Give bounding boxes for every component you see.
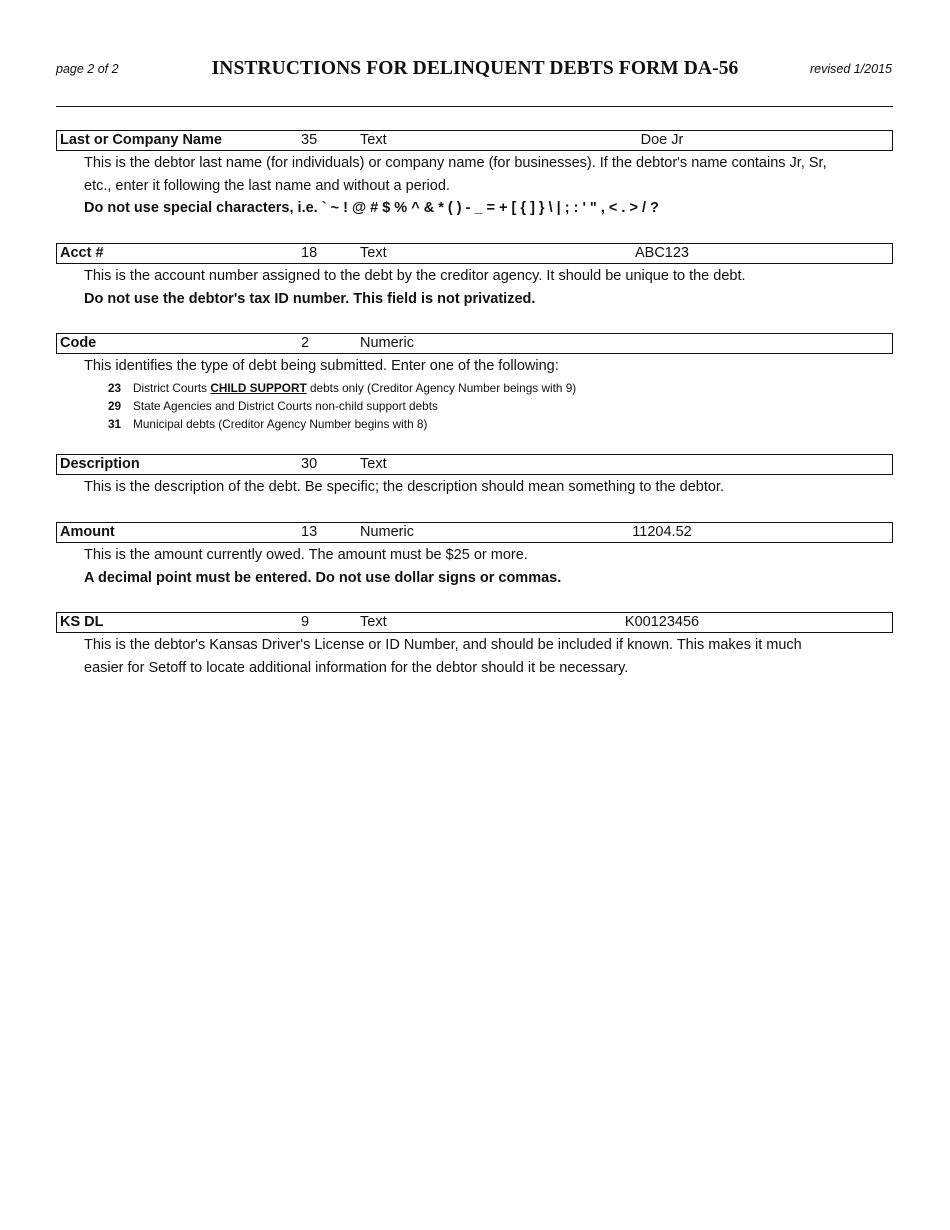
field-length: 35 bbox=[301, 132, 318, 148]
field-bar bbox=[56, 243, 893, 264]
code-text: debts only (Creditor Agency Number beings with 9) bbox=[306, 380, 577, 395]
code-emphasis: CHILD SUPPORT bbox=[210, 380, 307, 395]
field-last-name bbox=[56, 130, 893, 220]
page-title: INSTRUCTIONS FOR DELINQUENT DEBTS FORM DA-56 bbox=[211, 58, 739, 79]
field-length: 18 bbox=[301, 245, 318, 261]
field-type: Numeric bbox=[360, 335, 414, 351]
description-line: This is the debtor's Kansas Driver's License or ID Number, and should be included if known. This makes it much bbox=[84, 637, 802, 653]
field-note: A decimal point must be entered. Do not use dollar signs or commas. bbox=[84, 569, 562, 586]
code-text: State Agencies and District Courts non-child support debts bbox=[133, 398, 438, 413]
revision-date: revised 1/2015 bbox=[809, 62, 892, 76]
header-divider bbox=[56, 106, 893, 107]
field-bar bbox=[56, 522, 893, 543]
field-description bbox=[84, 634, 893, 679]
description-line: This is the account number assigned to the debt by the creditor agency. It should be unique to the debt. bbox=[84, 268, 746, 284]
field-name: Description bbox=[60, 456, 140, 472]
field-length: 2 bbox=[301, 335, 310, 351]
field-ks-dl bbox=[56, 612, 893, 679]
code-option bbox=[84, 415, 893, 433]
code-options-list bbox=[84, 379, 893, 433]
description-line: This is the description of the debt. Be specific; the description should mean something to the debtor. bbox=[84, 479, 724, 495]
field-length: 9 bbox=[301, 614, 310, 630]
code-number: 23 bbox=[108, 380, 122, 395]
field-description bbox=[84, 265, 893, 310]
code-option bbox=[84, 379, 893, 397]
field-description bbox=[84, 152, 893, 220]
field-name: Acct # bbox=[60, 245, 104, 261]
field-code bbox=[56, 333, 893, 433]
field-type: Text bbox=[360, 456, 387, 472]
field-description-row bbox=[56, 454, 893, 499]
description-line: This is the debtor last name (for individuals) or company name (for businesses). If the debtor's name contains Jr, Sr, bbox=[84, 155, 827, 171]
field-name: KS DL bbox=[60, 614, 104, 630]
description-line: etc., enter it following the last name and without a period. bbox=[84, 177, 450, 194]
description-line: This is the amount currently owed. The amount must be $25 or more. bbox=[84, 547, 528, 563]
field-bar bbox=[56, 454, 893, 475]
field-example: Doe Jr bbox=[640, 132, 684, 148]
field-length: 13 bbox=[301, 524, 318, 540]
code-number: 31 bbox=[108, 416, 122, 431]
field-bar bbox=[56, 333, 893, 354]
field-amount bbox=[56, 522, 893, 589]
description-line: easier for Setoff to locate additional information for the debtor should it be necessary. bbox=[84, 659, 629, 676]
field-name: Last or Company Name bbox=[60, 132, 222, 148]
field-type: Text bbox=[360, 614, 387, 630]
code-text: Municipal debts (Creditor Agency Number begins with 8) bbox=[133, 416, 428, 431]
field-length: 30 bbox=[301, 456, 318, 472]
code-option bbox=[84, 397, 893, 415]
description-line: This identifies the type of debt being submitted. Enter one of the following: bbox=[84, 358, 559, 374]
code-number: 29 bbox=[108, 398, 122, 413]
field-description bbox=[84, 476, 893, 499]
page-number: page 2 of 2 bbox=[56, 62, 119, 76]
field-acct bbox=[56, 243, 893, 310]
field-example: K00123456 bbox=[624, 614, 700, 630]
field-type: Text bbox=[360, 245, 387, 261]
field-note: Do not use the debtor's tax ID number. This field is not privatized. bbox=[84, 290, 536, 307]
field-example: ABC123 bbox=[634, 245, 689, 261]
code-text: District Courts bbox=[133, 380, 211, 395]
field-type: Text bbox=[360, 132, 387, 148]
field-bar bbox=[56, 612, 893, 633]
field-note: Do not use special characters, i.e. ` ~ ! @ # $ % ^ & * ( ) - _ = + [ { ] } \ | ; : ' " , < . > / ? bbox=[84, 200, 659, 216]
field-description bbox=[84, 544, 893, 589]
field-example: 11204.52 bbox=[632, 524, 692, 540]
field-description bbox=[84, 355, 893, 433]
field-bar bbox=[56, 130, 893, 151]
field-name: Code bbox=[60, 335, 97, 351]
field-type: Numeric bbox=[360, 524, 414, 540]
field-name: Amount bbox=[60, 524, 115, 540]
